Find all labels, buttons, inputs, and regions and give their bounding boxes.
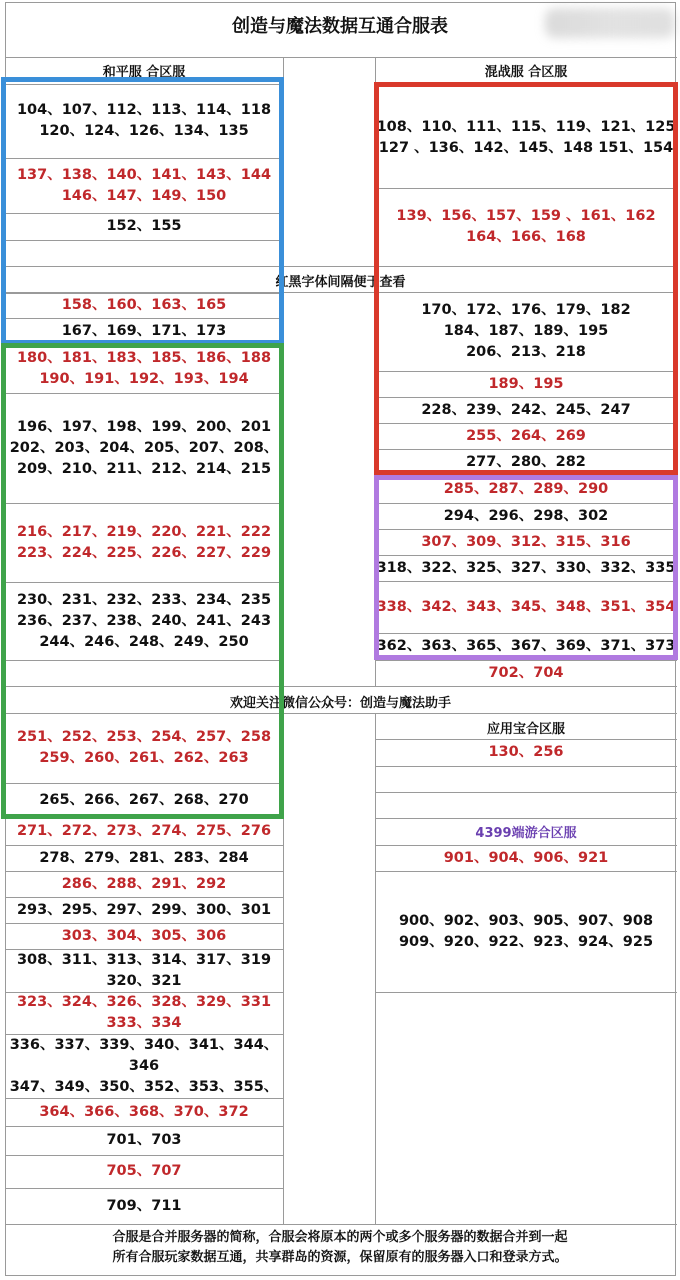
left-server-row — [5, 1126, 283, 1155]
grid-line — [375, 818, 677, 819]
server-list-line: 223、224、225、226、227、229 — [16, 544, 272, 561]
left-server-row — [5, 393, 283, 503]
server-list-line: 265、266、267、268、270 — [39, 792, 249, 808]
server-list-line: 164、166、168 — [466, 229, 586, 245]
left-server-row — [5, 293, 283, 318]
grid-line — [375, 82, 677, 83]
right-server-row — [375, 475, 677, 503]
server-list-line: 209、210、211、212、214、215 — [16, 460, 272, 477]
heping-header: 和平服 合区服 — [102, 65, 186, 80]
grid-line — [375, 766, 677, 767]
footer-note — [0, 1228, 680, 1268]
left-server-row — [5, 992, 283, 1034]
left-server-row — [5, 1188, 283, 1224]
server-list-line: 702、704 — [488, 664, 564, 681]
grid-line — [283, 292, 284, 686]
server-list-line: 206、213、218 — [466, 344, 586, 360]
server-list-line: 909、920、922、923、924、925 — [398, 933, 654, 950]
grid-line — [5, 686, 283, 687]
right-server-row — [375, 423, 677, 449]
server-list-line: 190、191、192、193、194 — [39, 371, 249, 387]
server-list-line: 901、904、906、921 — [443, 849, 609, 866]
server-list-line: 285、287、289、290 — [443, 480, 609, 497]
right-server-row — [375, 871, 677, 992]
server-list-line: 120、124、126、134、135 — [39, 123, 249, 139]
server-list-line: 236、237、238、240、241、243 — [16, 612, 272, 629]
left-server-row — [5, 713, 283, 783]
left-server-row — [5, 345, 283, 393]
server-list-line: 293、295、297、299、300、301 — [16, 901, 272, 918]
grid-line — [375, 686, 677, 687]
server-list-line: 170、172、176、179、182 — [421, 302, 631, 318]
grid-line — [5, 240, 283, 241]
left-server-row — [5, 318, 283, 345]
right-server-row — [375, 845, 677, 871]
left-server-row — [5, 949, 283, 992]
server-list-line: 251、252、253、254、257、258 — [16, 729, 272, 745]
grid-line — [375, 266, 677, 267]
server-list-line: 709、711 — [106, 1197, 182, 1214]
server-list-line: 184、187、189、195 — [443, 323, 609, 339]
server-list-line: 259、260、261、262、263 — [39, 750, 249, 766]
red-black-note: 红黑字体间隔便于查看 — [275, 275, 406, 290]
server-list-line: 158、160、163、165 — [61, 297, 227, 313]
server-list-line: 277、280、282 — [466, 453, 586, 470]
server-list-line: 362、363、365、367、369、371、373 — [376, 638, 676, 654]
server-list-line: 318、322、325、327、330、332、335 — [376, 559, 676, 576]
left-server-row — [5, 582, 283, 660]
follow-note: 欢迎关注微信公众号：创造与魔法助手 — [229, 696, 451, 711]
server-list-line: 139、156、157、159 、161、162 — [396, 208, 656, 224]
grid-line — [283, 57, 284, 266]
left-server-row — [5, 783, 283, 818]
server-list-line: 333、334 — [106, 1015, 182, 1031]
server-list-line: 900、902、903、905、907、908 — [398, 912, 654, 929]
server-list-line: 152、155 — [106, 218, 182, 234]
footer-line-2: 所有合服玩家数据互通，共享群岛的资源，保留原有的服务器入口和登录方式。 — [112, 1250, 568, 1265]
server-list-line: 336、337、339、340、341、344、 — [9, 1036, 279, 1053]
server-list-line: 137、138、140、141、143、144 — [16, 166, 272, 183]
server-list-line: 180、181、183、185、186、188 — [16, 350, 272, 366]
server-list-line: 347、349、350、352、353、355、 — [9, 1078, 279, 1095]
left-server-row — [5, 897, 283, 923]
yingyongbao-header: 应用宝合区服 — [486, 722, 565, 737]
server-list-line: 228、239、242、245、247 — [421, 401, 631, 418]
grid-line — [5, 266, 283, 267]
server-list-line: 230、231、232、233、234、235 — [16, 591, 272, 608]
left-server-row — [5, 503, 283, 582]
server-list-line: 108、110、111、115、119、121、125 — [376, 119, 676, 135]
server-list-line: 286、288、291、292 — [61, 875, 227, 892]
right-server-row — [375, 188, 677, 266]
hunzhan-header: 混战服 合区服 — [484, 65, 568, 80]
grid-line — [5, 1224, 283, 1225]
server-list-line: 196、197、198、199、200、201 — [16, 418, 272, 435]
right-server-row — [375, 660, 677, 686]
left-server-row — [5, 158, 283, 213]
grid-line — [375, 1224, 677, 1225]
server-list-line: 130、256 — [488, 744, 564, 760]
right-server-row — [375, 292, 677, 371]
s4399-header: 4399端游合区服 — [475, 826, 577, 841]
server-list-line: 346 — [128, 1057, 160, 1074]
grid-line — [375, 992, 677, 993]
server-list-line: 308、311、313、314、317、319 — [16, 951, 272, 968]
server-list-line: 307、309、312、315、316 — [421, 533, 631, 550]
right-server-row — [375, 555, 677, 581]
left-server-row — [5, 1155, 283, 1188]
left-server-row — [5, 871, 283, 897]
grid-line — [375, 792, 677, 793]
grid-line — [5, 660, 283, 661]
left-server-row — [5, 818, 283, 845]
page-title: 创造与魔法数据互通合服表 — [232, 16, 448, 37]
left-server-row — [5, 84, 283, 158]
grid-line — [283, 713, 284, 1224]
right-server-row — [375, 581, 677, 633]
grid-line — [375, 713, 677, 714]
right-server-row — [375, 503, 677, 529]
server-list-line: 127 、136、142、145、148 151、154 — [378, 140, 674, 156]
right-server-row — [375, 739, 677, 766]
server-list-line: 320、321 — [106, 972, 182, 989]
server-list-line: 146、147、149、150 — [61, 187, 227, 204]
server-list-line: 216、217、219、220、221、222 — [16, 523, 272, 540]
footer-line-1: 合服是合并服务器的简称，合服会将原本的两个或多个服务器的数据合并到一起 — [112, 1230, 568, 1245]
server-list-line: 167、169、171、173 — [61, 323, 227, 339]
server-list-line: 338、342、343、345、348、351、354 — [376, 598, 676, 615]
server-list-line: 202、203、204、205、207、208、 — [9, 439, 279, 456]
server-list-line: 104、107、112、113、114、118 — [16, 102, 272, 118]
right-server-row — [375, 449, 677, 475]
server-list-line: 244、246、248、249、250 — [39, 633, 249, 650]
left-server-row — [5, 1098, 283, 1126]
right-server-row — [375, 397, 677, 423]
right-server-row — [375, 529, 677, 555]
server-list-line: 323、324、326、328、329、331 — [16, 994, 272, 1010]
server-list-line: 705、707 — [106, 1163, 182, 1179]
server-list-line: 701、703 — [106, 1132, 182, 1148]
server-list-line: 278、279、281、283、284 — [39, 849, 249, 866]
server-list-line: 255、264、269 — [466, 427, 586, 444]
server-list-line: 294、296、298、302 — [443, 507, 609, 524]
right-server-row — [375, 371, 677, 397]
left-server-row — [5, 845, 283, 871]
right-server-row — [375, 633, 677, 660]
left-server-row — [5, 923, 283, 949]
left-server-row — [5, 213, 283, 240]
left-server-row — [5, 1034, 283, 1098]
grid-line — [375, 57, 677, 58]
server-list-line: 364、366、368、370、372 — [39, 1103, 249, 1120]
server-list-line: 271、272、273、274、275、276 — [16, 823, 272, 839]
server-list-line: 303、304、305、306 — [61, 927, 227, 944]
server-list-line: 189、195 — [488, 375, 564, 392]
right-server-row — [375, 88, 677, 188]
